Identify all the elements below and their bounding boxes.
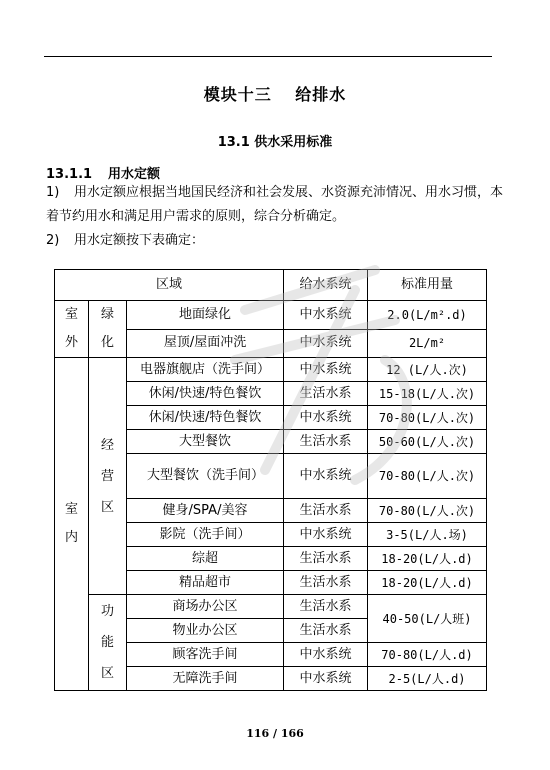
row-system: 生活水系	[284, 382, 368, 406]
group-outdoor	[55, 301, 89, 358]
group-label: 经 营 区	[100, 437, 114, 515]
row-name: 无障洗手间	[127, 667, 284, 691]
row-name: 地面绿化	[127, 301, 284, 330]
row-value: 70-80(L/人.次)	[368, 406, 487, 430]
header-standard: 标准用量	[368, 270, 487, 301]
row-system: 中水系统	[284, 643, 368, 667]
paragraph-2	[46, 229, 506, 253]
row-name: 物业办公区	[127, 619, 284, 643]
row-value: 2L/m²	[368, 329, 487, 358]
group-label: 功 能 区	[100, 604, 114, 681]
row-name: 精品超市	[127, 571, 284, 595]
row-system: 生活水系	[284, 571, 368, 595]
group-business	[89, 358, 127, 595]
page-number: 116 / 166	[246, 727, 304, 740]
row-name: 电器旗舰店（洗手间）	[127, 358, 284, 382]
group-greening	[89, 301, 127, 358]
row-name: 休闲/快速/特色餐饮	[127, 382, 284, 406]
row-value: 2-5(L/人.d)	[368, 667, 487, 691]
header-system: 给水系统	[284, 270, 368, 301]
row-name: 影院（洗手间）	[127, 523, 284, 547]
row-system: 中水系统	[284, 667, 368, 691]
row-name: 休闲/快速/特色餐饮	[127, 406, 284, 430]
group-label: 室 内	[64, 502, 78, 545]
row-system: 中水系统	[284, 454, 368, 499]
paragraph-text: 用水定额应根据当地国民经济和社会发展、水资源充沛情况、用水习惯，本着节约用水和满足用户需求的原则，综合分析确定。	[46, 185, 504, 224]
paragraph-index: 1)	[46, 185, 60, 200]
row-system: 生活水系	[284, 430, 368, 454]
row-system: 中水系统	[284, 301, 368, 330]
row-system: 中水系统	[284, 523, 368, 547]
row-value: 15-18(L/人.次)	[368, 382, 487, 406]
row-value: 2.0(L/m².d)	[368, 301, 487, 330]
paragraph-index: 2)	[46, 233, 60, 248]
row-name: 商场办公区	[127, 595, 284, 619]
group-function	[89, 595, 127, 691]
table-row	[55, 358, 487, 382]
row-value: 40-50(L/人班)	[368, 595, 487, 643]
row-system: 生活水系	[284, 499, 368, 523]
row-name	[127, 454, 284, 499]
row-value: 50-60(L/人.次)	[368, 430, 487, 454]
row-name: 屋顶/屋面冲洗	[127, 329, 284, 358]
header-area: 区域	[55, 270, 284, 301]
row-value: 70-80(L/人.次)	[368, 454, 487, 499]
row-name: 健身/SPA/美容	[127, 499, 284, 523]
row-value: 12 (L/人.次)	[368, 358, 487, 382]
group-label: 绿 化	[100, 307, 114, 350]
water-quota-table	[54, 269, 487, 691]
subsection-heading	[46, 163, 160, 182]
paragraph-1	[46, 181, 506, 229]
row-value: 70-80(L/人.次)	[368, 499, 487, 523]
row-system: 生活水系	[284, 547, 368, 571]
row-value: 18-20(L/人.d)	[368, 547, 487, 571]
group-label: 室 外	[64, 307, 78, 350]
row-value: 70-80(L/人.d)	[368, 643, 487, 667]
section-title: 13.1 供水采用标准	[217, 135, 333, 150]
table-row	[55, 301, 487, 330]
header-rule	[44, 56, 492, 57]
row-system: 中水系统	[284, 329, 368, 358]
row-system: 生活水系	[284, 595, 368, 619]
row-value: 18-20(L/人.d)	[368, 571, 487, 595]
group-indoor	[55, 358, 89, 691]
row-name: 大型餐饮	[127, 430, 284, 454]
subsection-title: 用水定额	[108, 167, 161, 182]
subsection-number: 13.1.1	[46, 167, 93, 182]
table-header-row	[55, 270, 487, 301]
row-name: 顾客洗手间	[127, 643, 284, 667]
row-value: 3-5(L/人.场)	[368, 523, 487, 547]
row-name: 综超	[127, 547, 284, 571]
row-system: 中水系统	[284, 358, 368, 382]
row-system: 中水系统	[284, 406, 368, 430]
row-system: 生活水系	[284, 619, 368, 643]
paragraph-text: 用水定额按下表确定：	[74, 233, 205, 248]
chapter-title: 模块十三 给排水	[203, 85, 347, 104]
table-row	[55, 595, 487, 619]
row-name-text: 大型餐饮（洗手间）	[147, 468, 265, 483]
